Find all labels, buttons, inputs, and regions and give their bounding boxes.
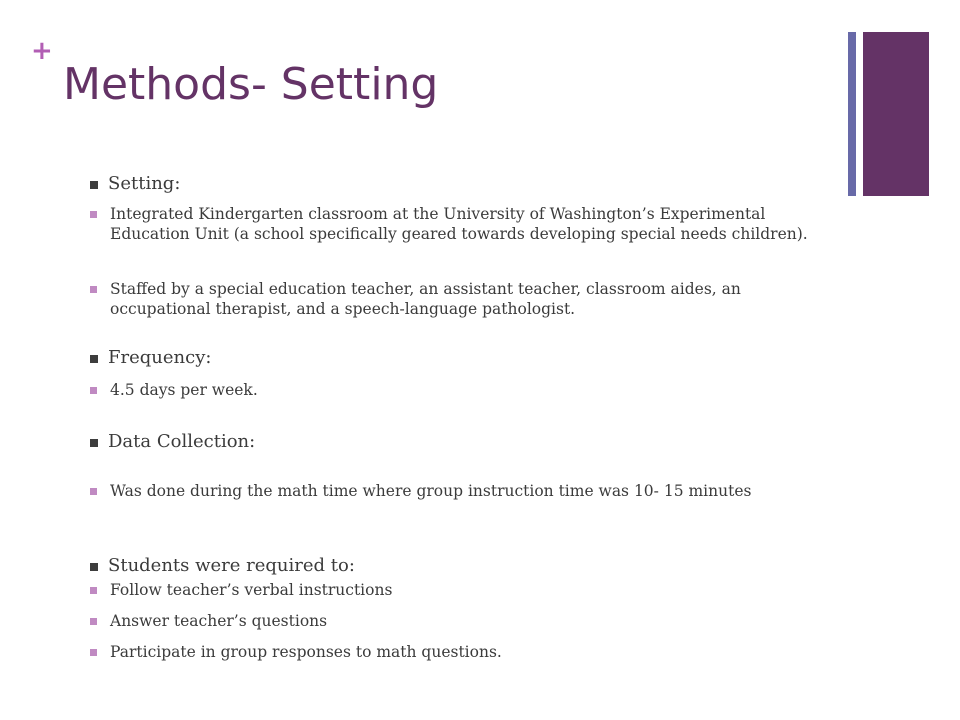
square-bullet-icon	[90, 563, 98, 571]
sub-bullet-text: Was done during the math time where group instruction time was 10- 15 minutes	[110, 482, 752, 500]
sub-bullet	[90, 612, 830, 632]
sub-bullet-text: Answer teacher’s questions	[110, 612, 328, 630]
square-bullet-icon	[90, 587, 97, 594]
sub-bullet	[90, 381, 830, 401]
square-bullet-icon	[90, 618, 97, 625]
square-bullet-icon	[90, 181, 98, 189]
bullet-heading: Setting:	[108, 173, 181, 194]
square-bullet-icon	[90, 439, 98, 447]
square-bullet-icon	[90, 211, 97, 218]
decorative-bar-wide	[863, 32, 929, 196]
bullet-heading: Students were required to:	[108, 555, 355, 576]
square-bullet-icon	[90, 649, 97, 656]
bullet-heading: Data Collection:	[108, 431, 256, 452]
sub-bullet-text: Integrated Kindergarten classroom at the University of Washington’s Experimental Education Unit (a school specifically geared towards developing special needs children).	[110, 205, 808, 243]
square-bullet-icon	[90, 286, 97, 293]
sub-bullet-text: Follow teacher’s verbal instructions	[110, 581, 393, 599]
bullet-heading: Frequency:	[108, 347, 212, 368]
slide-title: Methods- Setting	[63, 59, 439, 110]
square-bullet-icon	[90, 387, 97, 394]
plus-icon: +	[31, 36, 53, 66]
square-bullet-icon	[90, 355, 98, 363]
sub-bullet	[90, 280, 830, 319]
sub-bullet	[90, 205, 830, 244]
square-bullet-icon	[90, 488, 97, 495]
sub-bullet-text: Participate in group responses to math questions.	[110, 643, 502, 661]
decorative-bar-thin	[848, 32, 856, 196]
sub-bullet-text: Staffed by a special education teacher, an assistant teacher, classroom aides, an occupational therapist, and a speech-language pathologist.	[110, 280, 741, 318]
sub-bullet	[90, 581, 830, 601]
sub-bullet	[90, 643, 830, 663]
sub-bullet-text: 4.5 days per week.	[110, 381, 258, 399]
sub-bullet	[90, 482, 830, 502]
